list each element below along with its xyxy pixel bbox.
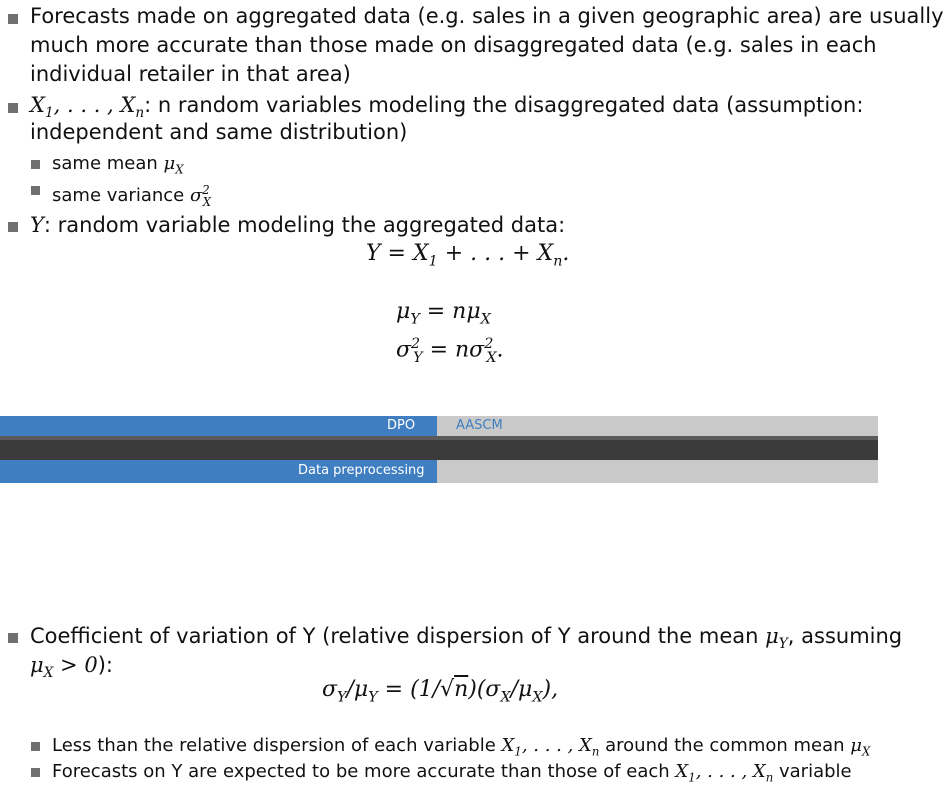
bullet-text	[30, 651, 113, 688]
bullet-text: individual retailer in that area)	[30, 62, 351, 86]
bullet-text: Forecasts made on aggregated data (e.g. sales in a given geographic area) are usually	[30, 4, 944, 28]
equation-cv: $\sigma_Y/\mu_Y = (1/√n)(\sigma_X/\mu_X)$,	[322, 677, 559, 706]
sub-bullet-label: Forecasts on Y are expected to be more accurate than those of each	[52, 761, 670, 782]
mean-symbol: $\mu_X$	[163, 153, 184, 177]
bullet-marker	[8, 103, 18, 113]
footer-middle-band	[0, 436, 878, 460]
mean-x-symbol: $\mu_X$	[850, 735, 871, 759]
bullet-marker	[8, 633, 18, 643]
bullet-text-part: , assuming	[787, 624, 903, 648]
sub-bullet-label: same variance	[52, 185, 185, 206]
sub-bullet-label: same mean	[52, 153, 158, 174]
footer-course-name: AASCM	[456, 418, 503, 433]
sub-bullet-marker	[31, 768, 40, 777]
equation-sum: $Y = X_1$ + . . . + $X_n$.	[366, 241, 570, 270]
sub-bullet-label: variable	[778, 761, 852, 782]
bullet-text-part: ):	[97, 653, 113, 677]
bullet-marker	[8, 14, 18, 24]
variables-expression: $X_1$, . . . , $X_n$	[501, 735, 600, 759]
sub-bullet-marker	[31, 186, 40, 195]
equation-mean: $\mu_Y = n\mu_X$	[396, 299, 491, 328]
footer-short-title: DPO	[387, 418, 416, 433]
variables-expression: $X_1$, . . . , $X_n$	[675, 761, 774, 785]
y-variable: Y	[30, 213, 44, 237]
bullet-text-part: : n random variables modeling the disaggregated data (assumption:	[144, 93, 864, 117]
footer-stripe	[0, 436, 878, 440]
equation-variance: $\sigma^2_Y = n\sigma^2_X$.	[396, 336, 504, 366]
sub-bullet-text	[52, 759, 852, 791]
bullet-text-part: : random variable modeling the aggregated data:	[43, 213, 566, 237]
bullet-marker	[8, 222, 18, 232]
sub-bullet-marker	[31, 160, 40, 169]
sub-bullet-marker	[31, 742, 40, 751]
footer-top-right	[437, 416, 878, 436]
sub-bullet-label: Less than the relative dispersion of each variable	[52, 735, 496, 756]
variables-expression: $X_1$, . . . , $X_n$	[30, 93, 145, 122]
sub-bullet-text	[52, 177, 211, 215]
footer-top-band	[0, 416, 878, 436]
bullet-text-part: Coefficient of variation of Y (relative dispersion of Y around the mean	[30, 624, 759, 648]
mean-x-condition: $\mu_X > 0$	[30, 653, 98, 682]
bullet-text: much more accurate than those made on disaggregated data (e.g. sales in each	[30, 33, 877, 57]
footer-bottom-right	[437, 460, 878, 483]
variance-symbol: $\sigma^2_X$	[189, 183, 212, 209]
bullet-text	[30, 211, 565, 240]
footer-section-title: Data preprocessing	[298, 463, 425, 478]
footer-bottom-band	[0, 460, 878, 483]
mean-y-symbol: $\mu_Y$	[765, 624, 788, 653]
bullet-text	[30, 622, 902, 659]
footer-top-left	[0, 416, 437, 436]
bullet-text: independent and same distribution)	[30, 120, 408, 144]
sub-bullet-label: around the common mean	[605, 735, 845, 756]
